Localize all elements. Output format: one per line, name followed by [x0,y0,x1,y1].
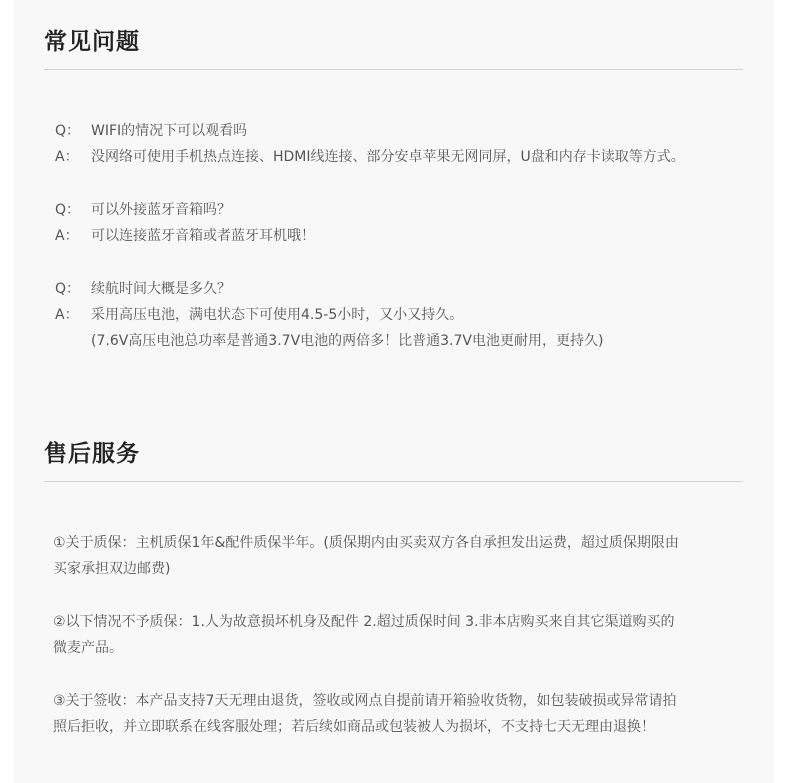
question-text: WIFI的情况下可以观看吗 [91,123,248,139]
after-sales-divider [44,481,743,482]
question-text: 续航时间大概是多久？ [91,281,231,297]
answer-text: 采用高压电池，满电状态下可使用4.5-5小时，又小又持久。 [91,307,464,323]
question-text: 可以外接蓝牙音箱吗？ [91,202,231,218]
answer-text: 可以连接蓝牙音箱或者蓝牙耳机哦！ [91,228,315,244]
faq-question-1 [55,121,247,141]
exclusion-policy-line-1: ②以下情况不予质保：1.人为故意损坏机身及配件 2.超过质保时间 3.非本店购买来自其它渠道购买的 [53,614,675,630]
faq-answer-3-note: (7.6V高压电池总功率是普通3.7V电池的两倍多！比普通3.7V电池更耐用，更持久) [91,333,604,349]
faq-title: 常见问题 [44,29,140,55]
faq-answer-2 [55,226,315,246]
warranty-policy-line-1: ①关于质保：主机质保1年&配件质保半年。(质保期内由买卖双方各自承担发出运费，超过质保期限由 [53,535,679,551]
receipt-policy-line-1: ③关于签收：本产品支持7天无理由退货，签收或网点自提前请开箱验收货物，如包装破损或异常请拍 [53,693,677,709]
faq-question-3 [55,279,231,299]
faq-divider [44,69,743,70]
q-marker: Q： [55,202,81,218]
q-marker: Q： [55,281,81,297]
faq-answer-1 [55,147,685,167]
answer-text: 没网络可使用手机热点连接、HDMI线连接、部分安卓苹果无网同屏，U盘和内存卡读取等方式。 [91,149,685,165]
q-marker: Q： [55,123,81,139]
warranty-policy-line-2: 买家承担双边邮费) [53,561,171,577]
faq-answer-3 [55,305,463,325]
after-sales-title: 售后服务 [44,441,140,467]
content-panel [14,0,774,783]
a-marker: A： [55,307,79,323]
receipt-policy-line-2: 照后拒收，并立即联系在线客服处理；若后续如商品或包装被人为损坏，不支持七天无理由退换！ [53,719,655,735]
a-marker: A： [55,149,79,165]
exclusion-policy-line-2: 微麦产品。 [53,640,123,656]
faq-question-2 [55,200,231,220]
a-marker: A： [55,228,79,244]
